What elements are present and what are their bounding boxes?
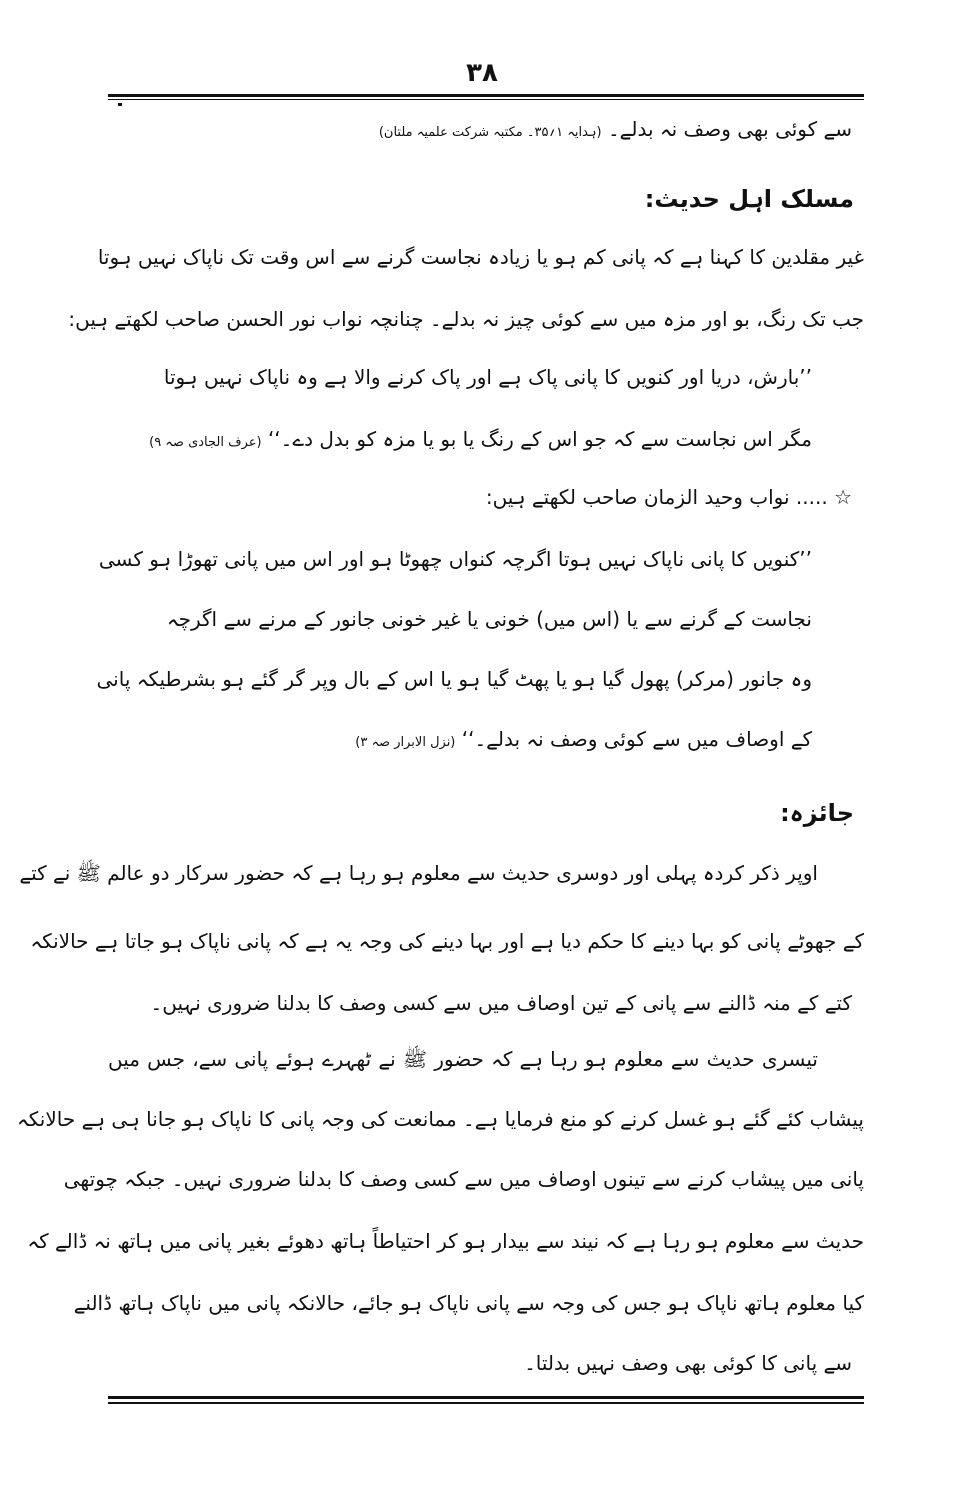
top-reference-citation: (ہدایہ ۱؍۳۵۔ مکتبہ شرکت علمیہ ملتان) <box>378 125 602 140</box>
header-rule-bottom <box>108 99 864 100</box>
paragraph-line: حدیث سے معلوم ہو رہا ہے کہ نیند سے بیدار ہو کر احتیاطاً ہاتھ دھوئے بغیر پانی میں ہاتھ نہ ڈالے کہ <box>27 1229 864 1253</box>
intro-text: ..... نواب وحید الزمان صاحب لکھتے ہیں: <box>485 485 828 509</box>
section-heading-ahl-hadith: مسلک اہل حدیث: <box>644 185 854 213</box>
paragraph-line: اوپر ذکر کردہ پہلی اور دوسری حدیث سے معلوم ہو رہا ہے کہ حضور سرکار دو عالم ﷺ نے کتے <box>19 861 818 885</box>
quote-line-with-citation <box>300 724 812 758</box>
intro-line: غیر مقلدین کا کہنا ہے کہ پانی کم ہو یا زیادہ نجاست گرنے سے اس وقت تک ناپاک نہیں ہوتا <box>97 245 864 269</box>
quote-line-with-citation <box>149 424 812 458</box>
intro-line: جب تک رنگ، بو اور مزہ میں سے کوئی چیز نہ بدلے۔ چنانچہ نواب نور الحسن صاحب لکھتے ہیں: <box>68 307 864 331</box>
paragraph-line: کیا معلوم ہاتھ ناپاک ہو جس کی وجہ سے پانی ناپاک ہو جائے، حالانکہ پانی میں ناپاک ہاتھ ڈالنے <box>73 1291 864 1315</box>
quote-line: ’’کنویں کا پانی ناپاک نہیں ہوتا اگرچہ کنواں چھوٹا ہو اور اس میں پانی تھوڑا ہو کسی <box>98 547 812 571</box>
page-number: ۳۸ <box>466 58 498 88</box>
paragraph-line: تیسری حدیث سے معلوم ہو رہا ہے کہ حضور ﷺ نے ٹھہرے ہوئے پانی سے، جس میں <box>108 1047 818 1071</box>
paragraph-line: کے جھوٹے پانی کو بہا دینے کا حکم دیا ہے اور بہا دینے کی وجہ یہ ہے کہ پانی ناپاک ہو جاتا ہے حالانکہ <box>30 929 864 953</box>
footer-rule-bottom <box>108 1402 864 1404</box>
header-rule-top <box>108 94 864 97</box>
quote-line: ’’بارش، دریا اور کنویں کا پانی پاک ہے اور پاک کرنے والا ہے وہ ناپاک نہیں ہوتا <box>163 365 812 389</box>
header-dot <box>118 103 122 106</box>
quote-citation: (عرف الجادی صہ ۹) <box>149 435 262 450</box>
paragraph-line: پیشاب کئے گئے ہو غسل کرنے کو منع فرمایا ہے۔ ممانعت کی وجہ پانی کا ناپاک ہو جانا ہی ہے حالانکہ <box>17 1107 864 1131</box>
top-reference <box>112 114 852 148</box>
top-reference-text: سے کوئی بھی وصف نہ بدلے۔ <box>607 117 852 141</box>
paragraph-line: پانی میں پیشاب کرنے سے تینوں اوصاف میں سے کسی وصف کا بدلنا ضروری نہیں۔ جبکہ چوتھی <box>63 1167 864 1191</box>
star-icon: ☆ <box>834 485 852 509</box>
quote-line: نجاست کے گرنے سے یا (اس میں) خونی یا غیر خونی جانور کے مرنے سے اگرچہ <box>166 607 812 631</box>
quote-line: مگر اس نجاست سے کہ جو اس کے رنگ یا بو یا مزہ کو بدل دے۔‘‘ <box>267 427 812 451</box>
quote-line: وہ جانور (مرکر) پھول گیا ہو یا پھٹ گیا ہو یا اس کے بال وپر گر گئے ہو بشرطیکہ پانی <box>96 667 812 691</box>
footer-rule-top <box>108 1396 864 1399</box>
quote-line: کے اوصاف میں سے کوئی وصف نہ بدلے۔‘‘ <box>461 727 812 751</box>
quote-citation: (نزل الابرار صہ ۳) <box>355 735 456 750</box>
paragraph-line: سے پانی کا کوئی بھی وصف نہیں بدلتا۔ <box>524 1351 852 1375</box>
intro-line-2 <box>252 482 852 512</box>
section-heading-review: جائزہ: <box>780 799 854 827</box>
paragraph-line: کتے کے منہ ڈالنے سے پانی کے تین اوصاف میں سے کسی وصف کا بدلنا ضروری نہیں۔ <box>150 991 852 1015</box>
